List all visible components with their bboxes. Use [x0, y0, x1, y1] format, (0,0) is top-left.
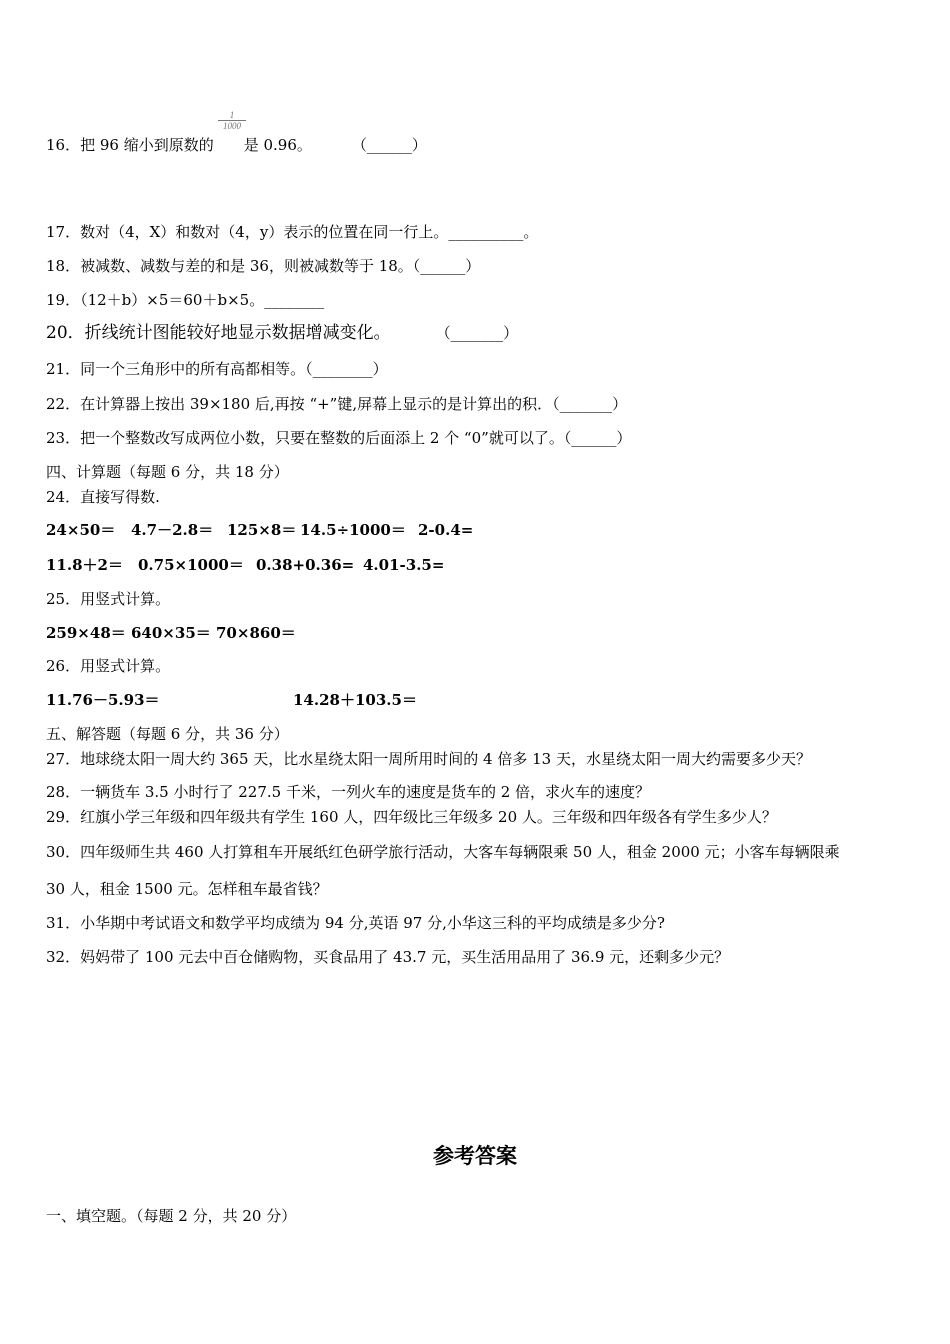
calc-item: 4.7－2.8＝ [131, 521, 214, 539]
fraction-denominator: 1000 [223, 121, 241, 131]
calc-item: 70×860＝ [216, 624, 296, 642]
calc-item: 640×35＝ [131, 624, 211, 642]
question-32: 32．妈妈带了 100 元去中百仓储购物，买食品用了 43.7 元，买生活用品用了 36.9 元，还剩多少元？ [46, 948, 730, 966]
calc-item: 125×8＝ [227, 521, 297, 539]
calc-item: 0.38+0.36= [256, 556, 355, 574]
calc-item: 14.5÷1000＝ [300, 521, 406, 539]
question-21: 21．同一个三角形中的所有高都相等。（________） [46, 360, 388, 378]
answer-key-title: 参考答案 [433, 1144, 517, 1168]
section-5-heading: 五、解答题（每题 6 分，共 36 分） [46, 725, 289, 743]
q16-text: 16．把 96 缩小到原数的 [46, 136, 214, 154]
q16-after: 是 0.96。 [243, 136, 312, 154]
q20-blank: （_______） [435, 324, 519, 342]
question-30-line1: 30．四年级师生共 460 人打算租车开展纸红色研学旅行活动，大客车每辆限乘 50 人，租金 2000 元；小客车每辆限乘 [46, 843, 840, 861]
question-31: 31．小华期中考试语文和数学平均成绩为 94 分,英语 97 分,小华这三科的平均成绩是多少分? [46, 914, 665, 932]
question-25: 25．用竖式计算。 [46, 590, 171, 608]
question-20 [46, 324, 518, 342]
calc-item: 0.75×1000＝ [138, 556, 244, 574]
calc-item: 11.8＋2＝ [46, 556, 123, 574]
question-30-line2: 30 人，租金 1500 元。怎样租车最省钱？ [46, 880, 328, 898]
question-17: 17．数对（4，X）和数对（4，y）表示的位置在同一行上。__________。 [46, 223, 539, 241]
question-23: 23．把一个整数改写成两位小数，只要在整数的后面添上 2 个 “0”就可以了。（______） [46, 429, 632, 447]
q20-text: 20．折线统计图能较好地显示数据增减变化。 [46, 323, 391, 343]
question-24: 24．直接写得数. [46, 488, 160, 506]
fraction-one-thousandth [218, 110, 246, 131]
q16-blank: （______） [351, 136, 427, 154]
question-16 [46, 136, 427, 154]
calc-item: 24×50＝ [46, 521, 116, 539]
question-18: 18．被减数、减数与差的和是 36，则被减数等于 18。（______） [46, 257, 481, 275]
calc-item: 14.28＋103.5＝ [293, 691, 417, 709]
calc-item: 2-0.4= [418, 521, 474, 539]
question-28: 28．一辆货车 3.5 小时行了 227.5 千米，一列火车的速度是货车的 2 倍，求火车的速度？ [46, 783, 651, 801]
question-22: 22．在计算器上按出 39×180 后,再按 “+”键,屏幕上显示的是计算出的积．（_______） [46, 395, 628, 413]
calc-item: 4.01-3.5= [363, 556, 445, 574]
calc-item: 259×48＝ [46, 624, 126, 642]
section-1-heading: 一、填空题。（每题 2 分，共 20 分） [46, 1207, 297, 1225]
calc-item: 11.76－5.93＝ [46, 691, 160, 709]
question-29: 29．红旗小学三年级和四年级共有学生 160 人，四年级比三年级多 20 人。三年级和四年级各有学生多少人？ [46, 808, 777, 826]
fraction-numerator: 1 [218, 110, 246, 121]
question-26: 26．用竖式计算。 [46, 657, 171, 675]
section-4-heading: 四、计算题（每题 6 分，共 18 分） [46, 463, 289, 481]
question-19: 19．（12＋b）×5＝60＋b×5。________ [46, 291, 325, 309]
question-27: 27．地球绕太阳一周大约 365 天，比水星绕太阳一周所用时间的 4 倍多 13 天，水星绕太阳一周大约需要多少天？ [46, 750, 811, 768]
